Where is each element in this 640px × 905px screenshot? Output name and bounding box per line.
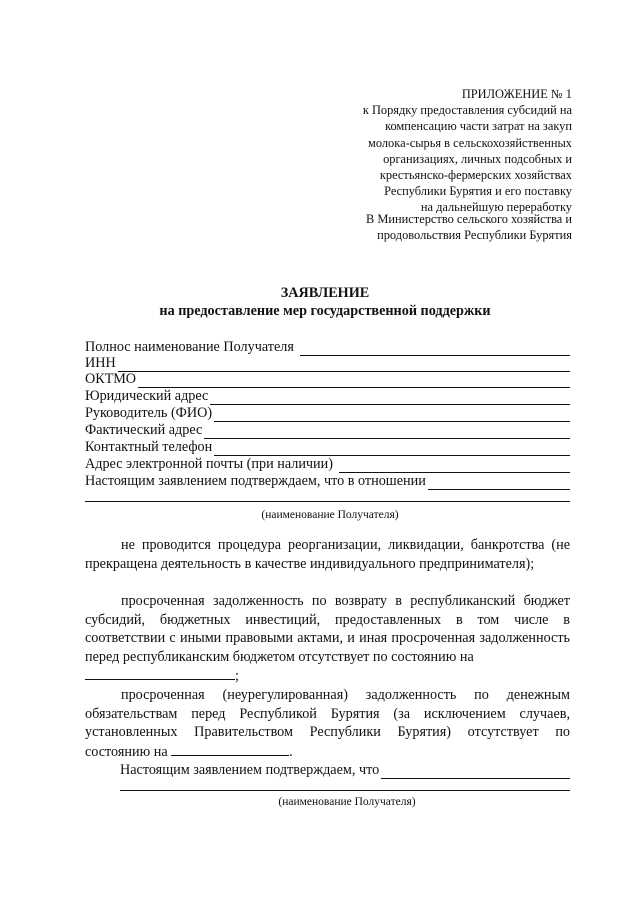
field-blank[interactable] <box>428 477 570 490</box>
field-label: ОКТМО <box>85 371 137 387</box>
appendix-line: ПРИЛОЖЕНИЕ № 1 <box>461 87 572 101</box>
field-blank[interactable] <box>204 426 570 439</box>
appendix-line: компенсацию части затрат на закуп <box>385 119 572 134</box>
appendix-line: к Порядку предоставления субсидий на <box>362 103 572 118</box>
field-inn[interactable] <box>85 355 570 372</box>
confirm-label: Настоящим заявлением подтверждаем, что <box>120 762 380 778</box>
field-blank[interactable] <box>214 409 570 422</box>
field-blank[interactable] <box>138 375 570 388</box>
recipient-name-line[interactable] <box>85 501 570 502</box>
addressee-line: продовольствия Республики Бурятия <box>377 228 572 243</box>
paragraph-monetary-debt <box>85 686 570 761</box>
field-actual-address[interactable] <box>85 422 570 439</box>
field-oktmo[interactable] <box>85 371 570 388</box>
paragraph-budget-debt-date <box>85 666 570 686</box>
appendix-line: молока-сырья в сельскохозяйственных <box>367 135 572 150</box>
recipient-name-line-2[interactable] <box>120 790 570 791</box>
field-label: Контактный телефон <box>85 439 213 455</box>
date-blank[interactable] <box>85 666 235 680</box>
field-label: Фактический адрес <box>85 422 203 438</box>
appendix-line: на дальнейшую переработку <box>420 200 572 215</box>
field-label: Настоящим заявлением подтверждаем, что в отношении <box>85 473 426 489</box>
field-blank[interactable] <box>339 460 570 473</box>
document-title: ЗАЯВЛЕНИЕ <box>280 285 370 301</box>
field-legal-address[interactable] <box>85 388 570 405</box>
field-label: Адрес электронной почты (при наличии) <box>85 456 333 472</box>
field-label: Руководитель (ФИО) <box>85 405 213 421</box>
confirm-statement[interactable] <box>120 762 570 779</box>
field-label: Юридический адрес <box>85 388 209 404</box>
appendix-header <box>330 86 572 216</box>
field-director[interactable] <box>85 405 570 422</box>
paragraph-text: просроченная (неурегулированная) задолженность по денежным обязательствам перед Республикой Бурятия (за исключением случаев, установленных Правительством Республики Бурятия) отсутствует по состоянию на <box>85 687 570 760</box>
field-full-name[interactable] <box>85 339 570 356</box>
field-label: ИНН <box>85 355 116 371</box>
date-blank[interactable] <box>171 742 289 756</box>
paragraph-end: ; <box>235 668 239 684</box>
field-blank[interactable] <box>210 392 570 405</box>
appendix-line: крестьянско-фермерских хозяйствах <box>379 168 572 183</box>
paragraph-text: просроченная задолженность по возврату в республиканский бюджет субсидий, бюджетных инвестиций, предоставленных в том числе в соответствии с иными правовыми актами, и иная просроченная задолженность перед республиканским бюджетом отсутствует по состоянию на <box>85 593 570 665</box>
appendix-line: Республики Бурятия и его поставку <box>384 184 572 199</box>
field-phone[interactable] <box>85 439 570 456</box>
field-blank[interactable] <box>214 443 570 456</box>
paragraph-budget-debt <box>85 592 570 666</box>
document-subtitle: на предоставление мер государственной поддержки <box>159 303 491 319</box>
addressee-block <box>330 211 572 243</box>
recipient-caption-2: (наименование Получателя) <box>278 796 416 808</box>
paragraph-end: . <box>289 743 293 760</box>
addressee-line: В Министерство сельского хозяйства и <box>366 212 572 226</box>
appendix-line: организациях, личных подсобных и <box>383 151 572 166</box>
paragraph-no-reorganization: не проводится процедура реорганизации, ликвидации, банкротства (не прекращена деятельность в качестве индивидуального предпринимателя); <box>85 537 570 572</box>
recipient-caption: (наименование Получателя) <box>261 509 399 521</box>
confirm-blank[interactable] <box>381 766 570 779</box>
field-confirm-regarding[interactable] <box>85 473 570 490</box>
field-email[interactable] <box>85 456 570 473</box>
field-label: Полнос наименование Получателя <box>85 339 294 355</box>
